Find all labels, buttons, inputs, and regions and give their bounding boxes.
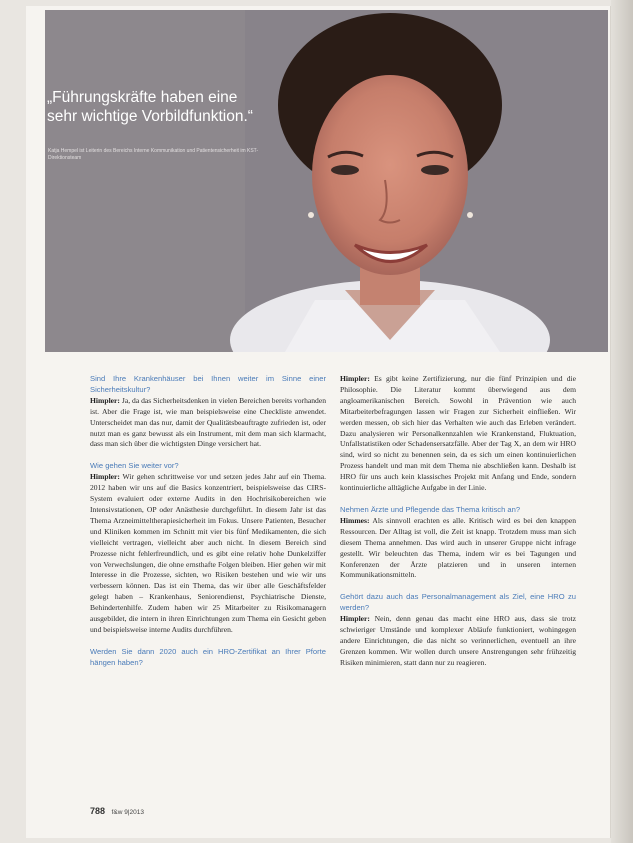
page-footer bbox=[90, 806, 144, 816]
interview-answer bbox=[90, 396, 326, 451]
interview-answer bbox=[90, 472, 326, 636]
page-number: 788 bbox=[90, 806, 106, 816]
interview-answer bbox=[340, 374, 576, 494]
portrait-photo bbox=[45, 10, 608, 352]
pull-quote: „Führungskräfte haben eine sehr wichtige Vorbildfunktion.“ bbox=[47, 89, 253, 125]
interview-question: Werden Sie dann 2020 auch ein HRO-Zertifikat an Ihrer Pforte hängen haben? bbox=[90, 646, 326, 667]
interview-block bbox=[90, 461, 326, 636]
magazine-name: f&w 9|2013 bbox=[111, 809, 144, 816]
interview-answer bbox=[340, 614, 576, 669]
speaker-name: Himpler: bbox=[340, 614, 370, 624]
page-edge bbox=[611, 0, 633, 843]
interview-question: Wie gehen Sie weiter vor? bbox=[90, 461, 179, 471]
left-column bbox=[90, 374, 326, 669]
speaker-name: Himmes: bbox=[340, 515, 370, 525]
answer-text: Als sinnvoll erachten es alle. Kritisch wird es bei den knappen Ressourcen. Der Alltag ist voll, die Zeit ist knapp. Trotzdem muss man sich diesem Thema annehmen. Das wird auch in unserer Gruppe nicht infrage gestellt. Wir beleuchten das Thema, indem wir es bei Tagungen und Konferenzen der Ärzte platzieren und in unseren internen Kommunikationsmitteln. bbox=[340, 515, 576, 580]
interview-answer bbox=[340, 516, 576, 581]
interview-block bbox=[340, 592, 576, 668]
interview-question: Gehört dazu auch das Personalmanagement als Ziel, eine HRO zu werden? bbox=[340, 592, 576, 613]
answer-text: Ja, da das Sicherheitsdenken in vielen Bereichen bereits vorhanden ist. Aber die Frage ist, wie man beispielsweise eine Checkliste anwendet. Unterscheidet man das nur, damit der Qualitätsbeauftragte zufrieden ist, oder nutzt man es ganz bewusst als ein Instrument, mit dem man sich klarmacht, dass man sich über die wichtigsten Dinge versichert hat. bbox=[90, 395, 327, 449]
interview-block bbox=[90, 374, 326, 450]
speaker-name: Himpler: bbox=[90, 395, 120, 405]
interview-question: Sind Ihre Krankenhäuser bei Ihnen weiter im Sinne einer Sicherheitskultur? bbox=[90, 374, 326, 394]
answer-text: Es gibt keine Zertifizierung, nur die fünf Prinzipien und die Philosophie. Die Literatur kommt überwiegend aus dem angloamerikanischen Bereich. Sowohl in Prävention wie auch Mitarbeiterbefragungen lassen wir Fragen zur Sicherheit einfließen. Wir werden messen, ob sich hier das Verhalten wie auch das Erleben verändert. Dazu analysieren wir Personalkennzahlen wie Krankenstand, Fluktuation, Unfallstatistiken oder Schadensersatzfälle. Aber der Tag X, an dem wir HRO sind, wird so nicht zu benennen sein, da es sich um einen kontinuierlichen Prozess handelt und man mit dem Thema nie abschließen kann. Deshalb ist HRO für uns auch kein klassisches Projekt mit Anfang und Ende, sondern kontinuierliche alltägliche Aufgabe in der Linie. bbox=[340, 374, 576, 493]
interview-block bbox=[90, 647, 326, 669]
answer-text: Nein, denn genau das macht eine HRO aus, dass sie trotz schwieriger Umstände und komplexer Abläufe funktioniert, wohingegen andere Einrichtungen, die das nicht so verinnerlichen, eventuell an ihre Grenzen kommen. Wir wollen durch unsere Anstrengungen sehr frühzeitig Risiken minimieren, statt dann nur zu reagieren. bbox=[340, 614, 576, 667]
photo-caption: Katja Hempel ist Leiterin des Bereichs Interne Kommunikation und Patientensicherheit im KST-Direktionsteam bbox=[48, 148, 259, 161]
speaker-name: Himpler: bbox=[90, 472, 120, 482]
right-column bbox=[340, 374, 576, 680]
interview-block bbox=[340, 374, 576, 494]
answer-text: Wir gehen schrittweise vor und setzen jedes Jahr auf ein Thema. 2012 haben wir uns auf die Basics konzentriert, beispielsweise das CIRS-System evaluiert oder externe Audits in den Hochrisikobereichen wie Intensivstationen, OP oder Anästhesie durchgeführt. In diesem Jahr ist das Thema Arzneimitteltherapiesicherheit im Fokus. Unsere Patienten, Besucher und Kliniken kommen im Schnitt mit vier bis fünf Medikamenten, die sich vielleicht vertragen, vielleicht aber auch nicht. In diesem Bereich sind Prozesse nicht fehlerfreundlich, und es gibt eine relativ hohe Dunkelziffer von Verwechslungen, die ohne ernsthafte Folgen bleiben. Hier gehen wir mit Interesse in die Prozesse, sichten, wo Risiken bestehen und wie wir uns verbessern können. Das ist ein Thema, das wir über alle Geschäftsfelder gelegt haben – Krankenhaus, Seniorendienst, Psychiatrische Dienste, Behindertenhilfe. Zudem haben wir 25 Mitarbeiter zu Risikomanagern ausgebildet, die intern in ihren Einrichtungen zum Thema ein Gesicht geben und beispielsweise interne Audits durchführen. bbox=[90, 472, 327, 634]
speaker-name: Himpler: bbox=[340, 374, 370, 383]
interview-block bbox=[340, 505, 576, 581]
interview-question: Nehmen Ärzte und Pflegende das Thema kritisch an? bbox=[340, 504, 521, 514]
